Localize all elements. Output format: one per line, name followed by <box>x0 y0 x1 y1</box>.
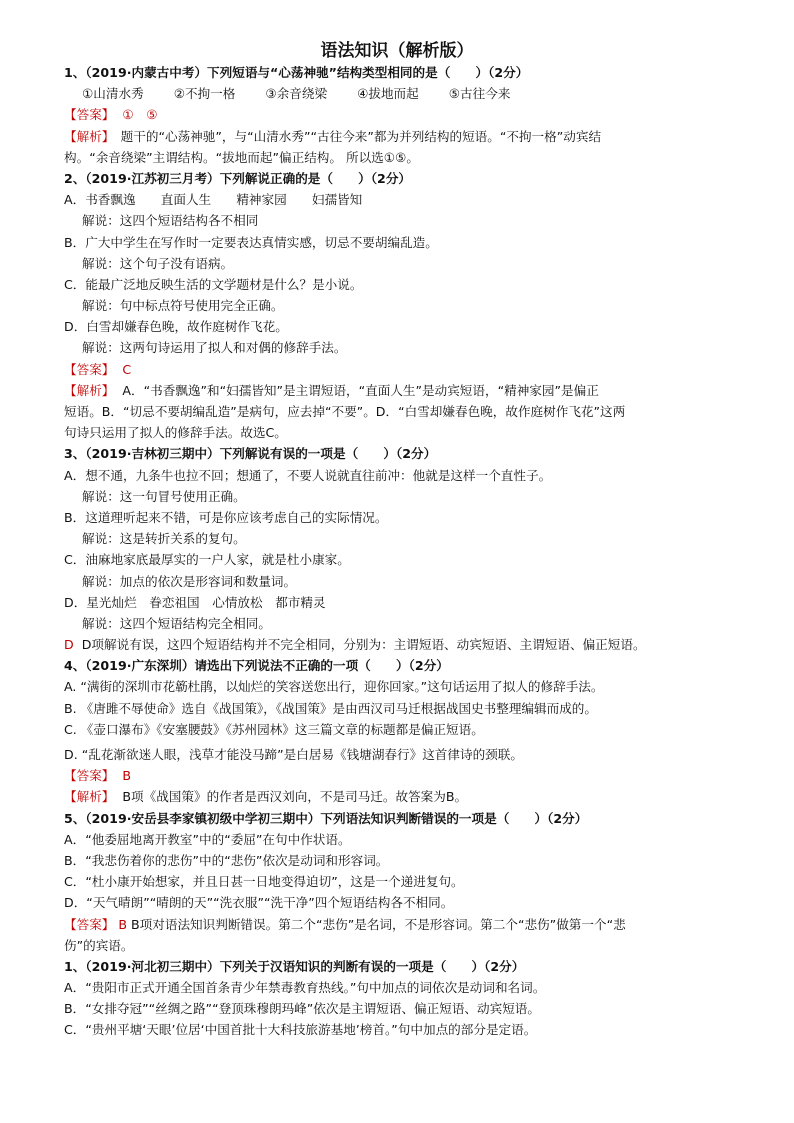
question-4-option-c: C. 《壶口瀑布》《安塞腰鼓》《苏州园林》这三篇文章的标题都是偏正短语。 <box>64 721 484 737</box>
answer-label: 【答案】 <box>64 768 115 784</box>
question-2-answer <box>64 359 732 380</box>
question-4-stem: 4、（2019·广东深圳）请选出下列说法不正确的一项（ ）（2分） <box>64 658 449 674</box>
question-2-note-a: 解说：这四个短语结构各不相同 <box>82 213 259 229</box>
question-4-option-d: D. “乱花渐欲迷人眼，浅草才能没马蹄”是白居易《钱塘湖春行》这首律诗的颈联。 <box>64 747 523 762</box>
question-1-stem: 1、（2019·内蒙古中考）下列短语与“心荡神驰”结构类型相同的是（ ）（2分） <box>64 65 529 80</box>
analysis-label: 【解析】 <box>64 128 109 144</box>
analysis-text: D项解说有误，这四个短语结构并不完全相同，分别为：主谓短语、动宾短语、主谓短语、偏正短语。 <box>81 637 646 653</box>
question-3-stem: 3、（2019·吉林初三期中）下列解说有误的一项是（ ）（2分） <box>64 446 437 462</box>
option-1: ①山清水秀 <box>82 86 144 102</box>
question-2-option-b: B．广大中学生在写作时一定要表达真情实感，切忌不要胡编乱造。 <box>64 234 438 250</box>
answer-value: B <box>118 916 128 932</box>
question-3-option-b: B．这道理听起来不错，可是你应该考虑自己的实际情况。 <box>64 509 388 525</box>
answer-value: C <box>122 361 132 377</box>
analysis-text: B项对语法知识判断错误。第二个“悲伤”是名词，不是形容词。第二个“悲伤”做第一个“悲 <box>131 916 626 932</box>
question-4-analysis <box>64 786 732 807</box>
question-3-note-c: 解说：加点的依次是形容词和数量词。 <box>82 573 297 589</box>
answer-label: 【答案】 <box>64 361 115 377</box>
question-6-option-b: B．“女排夺冠”“丝绸之路”“登顶珠穆朗玛峰”依次是主谓短语、偏正短语、动宾短语。 <box>64 1001 540 1017</box>
option-3: ③余音绕梁 <box>265 86 328 102</box>
question-2-stem: 2、（2019·江苏初三月考）下列解说正确的是（ ）（2分） <box>64 170 412 186</box>
answer-value: D <box>64 637 74 653</box>
question-5-stem: 5、（2019·安岳县李家镇初级中学初三期中）下列语法知识判断错误的一项是（ ）（2分） <box>64 810 588 826</box>
question-5-option-a: A．“他委屈地离开教室”中的“委屈”在句中作状语。 <box>64 831 351 847</box>
question-4-option-a: A. “满街的深圳市花簕杜鹃，以灿烂的笑容送您出行，迎你回家。”这句话运用了拟人的修辞手法。 <box>64 679 604 695</box>
question-5-option-b: B．“我悲伤着你的悲伤”中的“悲伤”依次是动词和形容词。 <box>64 852 389 868</box>
question-6-stem: 1、（2019·河北初三期中）下列关于汉语知识的判断有误的一项是（ ）（2分） <box>64 958 525 974</box>
question-6-option-a: A．“贵阳市正式开通全国首条青少年禁毒教育热线。”句中加点的词依次是动词和名词。 <box>64 980 546 996</box>
analysis-text: A．“书香飘逸”和“妇孺皆知”是主谓短语，“直面人生”是动宾短语，“精神家园”是偏正 <box>122 382 599 398</box>
question-4-option-b: B. 《唐雎不辱使命》选自《战国策》，《战国策》是由西汉司马迁根据战国史书整理编辑而成的。 <box>64 700 597 716</box>
question-2-option-a: A．书香飘逸 直面人生 精神家园 妇孺皆知 <box>64 192 363 208</box>
document-body <box>64 62 732 1041</box>
question-3-option-c: C．油麻地家底最厚实的一户人家，就是杜小康家。 <box>64 552 350 568</box>
question-1-analysis <box>64 126 732 147</box>
question-3-note-b: 解说：这是转折关系的复句。 <box>82 531 246 547</box>
question-2-note-b: 解说：这个句子没有语病。 <box>82 255 234 271</box>
analysis-text: B项《战国策》的作者是西汉刘向，不是司马迁。故答案为B。 <box>122 789 468 805</box>
question-2-analysis <box>64 380 732 401</box>
question-2-analysis-cont: 短语。B．“切忌不要胡编乱造”是病句，应去掉“不要”。D．“白雪却嫌春色晚，故作庭树作飞花”这两 <box>64 404 626 419</box>
question-2-note-c: 解说：句中标点符号使用完全正确。 <box>82 298 284 314</box>
question-1-analysis-cont: 构。“余音绕梁”主谓结构。“拔地而起”偏正结构。 所以选①⑤。 <box>64 149 419 165</box>
question-4-answer <box>64 765 732 786</box>
question-3-note-d: 解说：这四个短语结构完全相同。 <box>82 615 271 631</box>
question-6-option-c: C．“贵州平塘‘天眼’位居‘中国首批十大科技旅游基地’榜首。”句中加点的部分是定语。 <box>64 1022 537 1038</box>
answer-value: ① ⑤ <box>122 107 158 123</box>
question-5-analysis-cont: 伤”的宾语。 <box>64 937 134 953</box>
question-5-option-d: D．“天气晴朗”“晴朗的天”“洗衣服”“洗干净”四个短语结构各不相同。 <box>64 895 454 911</box>
option-2: ②不拘一格 <box>173 86 236 102</box>
analysis-label: 【解析】 <box>64 382 115 398</box>
answer-value: B <box>122 768 132 784</box>
option-5: ⑤古往今来 <box>448 86 511 102</box>
analysis-label: 【解析】 <box>64 789 115 805</box>
answer-label: 【答案】 <box>64 916 115 932</box>
page-title: 语法知识（解析版） <box>320 41 474 61</box>
question-3-option-a: A．想不通，九条牛也拉不回；想通了，不要人说就直往前冲：他就是这样一个直性子。 <box>64 467 552 483</box>
question-5-answer <box>64 914 732 935</box>
question-2-analysis-cont-2: 句诗只运用了拟人的修辞手法。故选C。 <box>64 425 287 441</box>
question-5-option-c: C．“杜小康开始想家，并且日甚一日地变得迫切”，这是一个递进复句。 <box>64 874 464 890</box>
question-1-answer <box>64 104 732 125</box>
question-2-option-c: C．能最广泛地反映生活的文学题材是什么？是小说。 <box>64 276 363 292</box>
question-3-note-a: 解说：这一句冒号使用正确。 <box>82 488 246 504</box>
question-3-answer <box>64 634 732 655</box>
question-2-note-d: 解说：这两句诗运用了拟人和对偶的修辞手法。 <box>82 340 347 356</box>
option-4: ④拔地而起 <box>357 86 419 102</box>
question-2-option-d: D．白雪却嫌春色晚，故作庭树作飞花。 <box>64 319 288 335</box>
analysis-text: 题干的“心荡神驰”，与“山清水秀”“古往今来”都为并列结构的短语。“不拘一格”动宾结 <box>108 128 602 144</box>
question-1-options <box>64 83 732 104</box>
answer-label: 【答案】 <box>64 107 115 123</box>
question-3-option-d: D．星光灿烂 眷恋祖国 心情放松 都市精灵 <box>64 594 326 610</box>
